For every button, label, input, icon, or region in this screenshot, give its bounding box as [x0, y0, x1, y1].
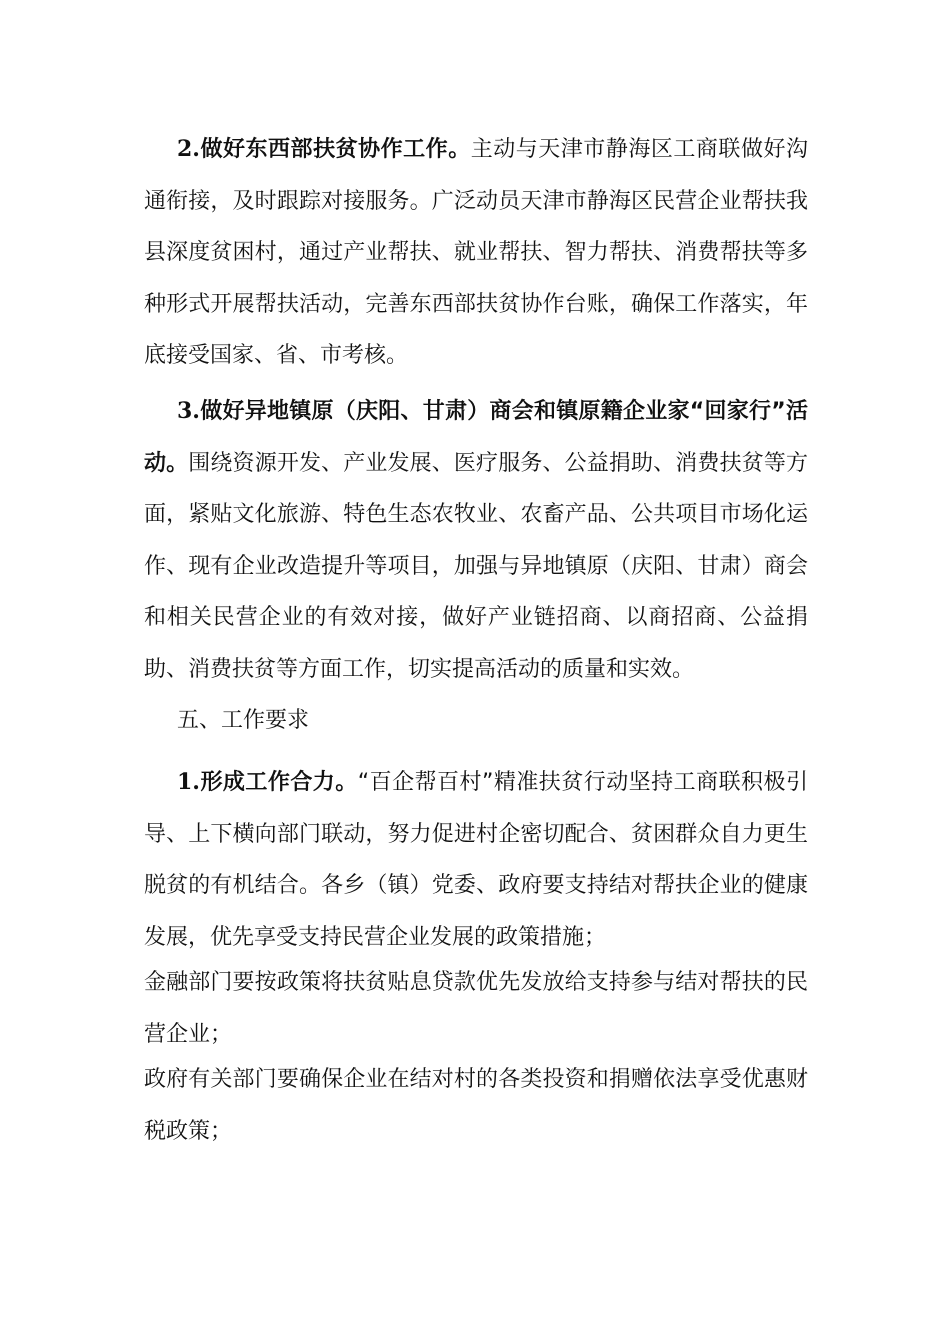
- paragraph-financial-departments: [144, 957, 808, 1060]
- paragraph-east-west-cooperation: [144, 124, 808, 382]
- section-heading-work-requirements: [144, 695, 808, 747]
- item-body: 政府有关部门要确保企业在结对村的各类投资和捐赠依法享受优惠财税政策；: [144, 1067, 808, 1144]
- item-body: 金融部门要按政策将扶贫贴息贷款优先发放给支持参与结对帮扶的民营企业；: [144, 970, 808, 1047]
- section-title: 五、工作要求: [177, 708, 310, 733]
- paragraph-form-synergy: [144, 757, 808, 963]
- item-body: 围绕资源开发、产业发展、医疗服务、公益捐助、消费扶贫等方面，紧贴文化旅游、特色生态农牧业、农畜产品、公共项目市场化运作、现有企业改造提升等项目，加强与异地镇原（庆阳、甘肃）商会和相关民营企业的有效对接，做好产业链招商、以商招商、公益捐助、消费扶贫等方面工作，切实提高活动的质量和实效。: [144, 450, 808, 682]
- item-heading: 形成工作合力。: [199, 770, 358, 795]
- item-number: 2.: [177, 136, 200, 162]
- item-heading: 做好异地镇原（庆阳、甘肃）商会和镇原籍企业家“回家行”活动。: [144, 399, 808, 476]
- item-number: 1.: [177, 769, 200, 795]
- item-body: “百企帮百村”精准扶贫行动坚持工商联积极引导、上下横向部门联动，努力促进村企密切配合、贫困群众自力更生脱贫的有机结合。各乡（镇）党委、政府要支持结对帮扶企业的健康发展，优先享受支持民营企业发展的政策措施；: [144, 770, 808, 950]
- item-heading: 做好东西部扶贫协作工作。: [199, 137, 471, 162]
- paragraph-government-departments: [144, 1054, 808, 1157]
- paragraph-chamber-homecoming: [144, 386, 808, 695]
- item-number: 3.: [177, 398, 200, 424]
- item-body: 主动与天津市静海区工商联做好沟通衔接，及时跟踪对接服务。广泛动员天津市静海区民营企业帮扶我县深度贫困村，通过产业帮扶、就业帮扶、智力帮扶、消费帮扶等多种形式开展帮扶活动，完善东西部扶贫协作台账，确保工作落实，年底接受国家、省、市考核。: [144, 137, 808, 368]
